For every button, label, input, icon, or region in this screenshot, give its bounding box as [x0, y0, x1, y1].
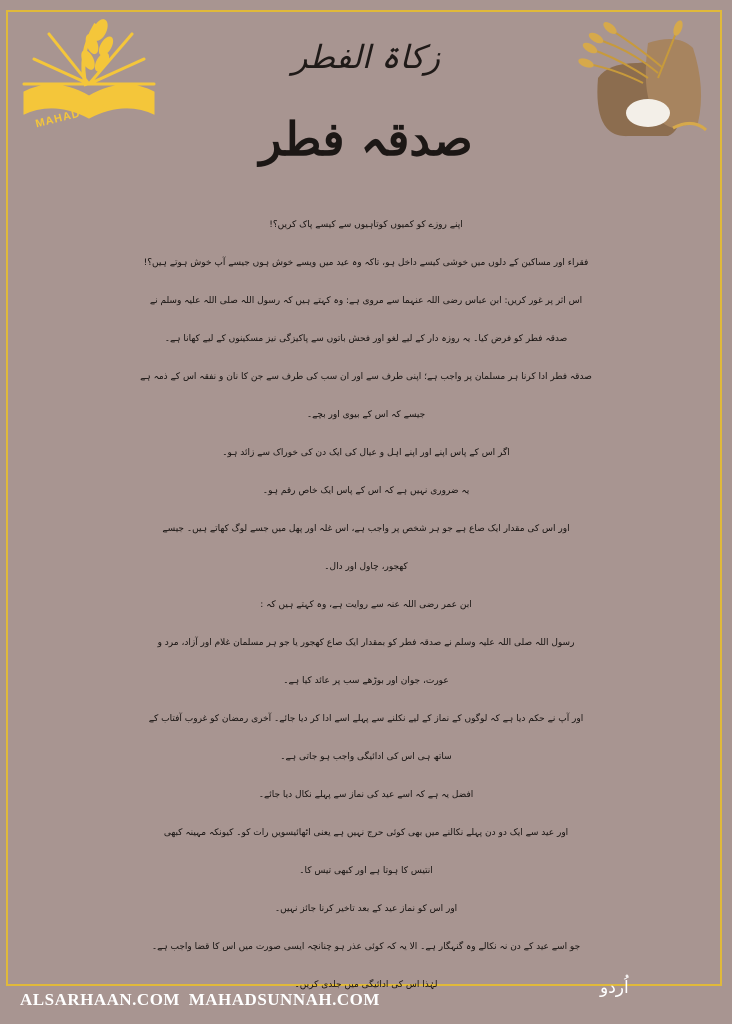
text-line: جیسے کہ اس کے بیوی اور بچے۔: [306, 410, 426, 420]
text-line: اور آپ نے حکم دیا ہے کہ لوگوں کے نماز کے لیے نکلنے سے پہلے اسے ادا کر دیا جائے۔ آخری رمضان کو غروب آفتاب کے: [148, 714, 584, 724]
text-line: اپنے روزے کو کمیوں کوتاہیوں سے کیسے پاک کریں؟!: [269, 220, 463, 230]
text-line: صدقہ فطر ادا کرنا ہر مسلمان پر واجب ہے؛ اپنی طرف سے اور ان سب کی طرف سے جن کا نان و نفقہ اس کے ذمہ ہے: [140, 372, 592, 382]
title-sadqa-fitr: صدقہ فطر: [259, 112, 473, 166]
text-line: ساتھ ہی اس کی ادائیگی واجب ہو جاتی ہے۔: [280, 752, 452, 762]
text-line: کھجور، چاول اور دال۔: [324, 562, 408, 572]
text-line: ابن عمر رضی اللہ عنہ سے روایت ہے، وہ کہتے ہیں کہ :: [260, 600, 472, 610]
article-body: [14, 206, 718, 1004]
text-line: افضل یہ ہے کہ اسے عید کی نماز سے پہلے نکال دیا جائے۔: [258, 790, 474, 800]
text-line: فقراء اور مساکین کے دلوں میں خوشی کیسے داخل ہو، تاکہ وہ عید میں ویسے خوش ہوں جیسے آپ خوش ہوتے ہیں؟!: [143, 258, 589, 268]
text-line: لہٰذا اس کی ادائیگی میں جلدی کریں۔: [294, 980, 438, 990]
text-line: رسول اللہ صلی اللہ علیہ وسلم نے صدقہ فطر کو بمقدار ایک صاع کھجور یا جو ہر مسلمان غلام اور آزاد، مرد و: [157, 638, 575, 648]
text-line: اس اثر پر غور کریں: ابن عباس رضی اللہ عنہما سے مروی ہے: وہ کہتے ہیں کہ رسول اللہ صلی اللہ علیہ وسلم نے: [149, 296, 583, 306]
logo-text: MAHAD SUNNAH: [34, 93, 138, 131]
text-line: اور اس کو نماز عید کے بعد تاخیر کرنا جائز نہیں۔: [274, 904, 458, 914]
text-line: جو اسے عید کے دن نہ نکالے وہ گنہگار ہے۔ الا یہ کہ کوئی عذر ہو چنانچہ ایسی صورت میں اس کا قضا واجب ہے۔: [151, 942, 581, 952]
text-line: انتیس کا ہوتا ہے اور کبھی تیس کا۔: [299, 866, 433, 876]
text-line: اور عید سے ایک دو دن پہلے نکالنے میں بھی کوئی حرج نہیں ہے یعنی اٹھائیسویں رات کو۔ کیونکہ مہینہ کبھی: [163, 828, 569, 838]
title-zakat-ul-fitr: زکاۃ الفطر: [291, 38, 441, 76]
text-line: اگر اس کے پاس اپنے اور اپنے اہل و عیال کی ایک دن کی خوراک سے زائد ہو۔: [222, 448, 510, 458]
text-line: صدقہ فطر کو فرض کیا۔ یہ روزہ دار کے لیے لغو اور فحش باتوں سے پاکیزگی نیز مسکینوں کے لیے کھانا ہے۔: [164, 334, 568, 344]
footer-websites: ALSARHAAN.COM MAHADSUNNAH.COM: [20, 990, 380, 1009]
text-line: عورت، جوان اور بوڑھے سب پر عائد کیا ہے۔: [283, 676, 449, 686]
text-line: اور اس کی مقدار ایک صاع ہے جو ہر شخص پر واجب ہے، اس غلہ اور پھل میں جسے لوگ کھاتے ہیں۔ جیسے: [162, 524, 570, 534]
language-label: اُردو: [600, 978, 629, 998]
text-line: یہ ضروری نہیں ہے کہ اس کے پاس ایک خاص رقم ہو۔: [262, 486, 470, 496]
